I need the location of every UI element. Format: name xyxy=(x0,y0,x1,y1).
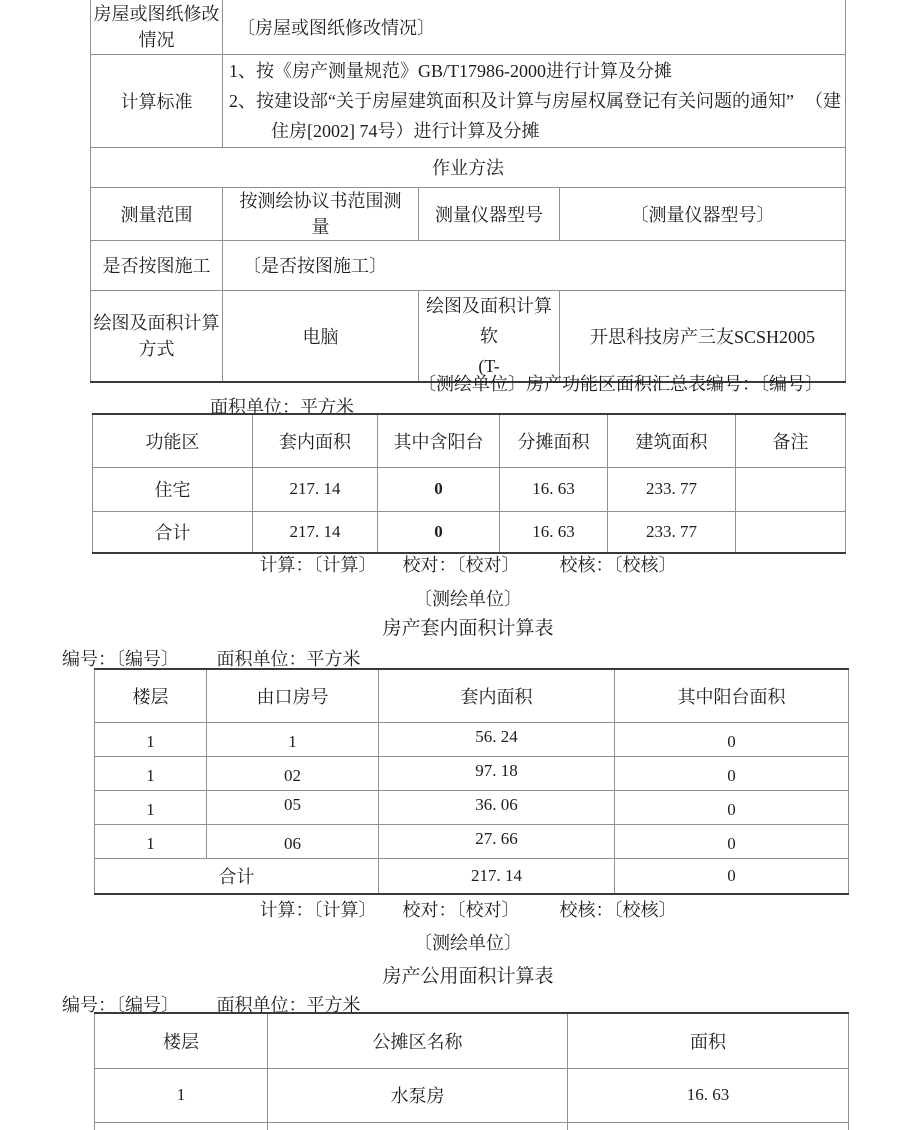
shared-area-cell: 16. 63 xyxy=(500,467,608,511)
summary-header-note: 备注 xyxy=(736,414,846,467)
summary-signoff-line xyxy=(90,551,846,577)
info-row-asbuilt xyxy=(91,240,846,290)
public-header-area: 面积 xyxy=(568,1013,849,1068)
standard-line-2 xyxy=(229,86,845,116)
summary-header-row xyxy=(93,414,846,467)
inner-signoff-line xyxy=(90,896,846,922)
summary-header-balcony: 其中含阳台 xyxy=(378,414,500,467)
calc-signoff: 计算：〔计算〕 xyxy=(259,900,377,920)
check-signoff: 校核：〔校核〕 xyxy=(559,900,677,920)
balcony-area-cell: 0 xyxy=(615,790,849,824)
proof-signoff: 校对：〔校对〕 xyxy=(402,555,520,575)
zone-cell: 住宅 xyxy=(93,467,253,511)
summary-header-zone: 功能区 xyxy=(93,414,253,467)
room-cell: 06 xyxy=(207,824,379,858)
total-area-cell: 233. 77 xyxy=(608,467,736,511)
inner-header-area: 套内面积 xyxy=(379,669,615,722)
summary-table xyxy=(92,413,846,554)
software-label-line2: (T- xyxy=(478,355,500,376)
check-signoff: 校核：〔校核〕 xyxy=(559,555,677,575)
total-area-cell: 233. 77 xyxy=(608,511,736,553)
zone-cell: 合计 xyxy=(93,511,253,553)
proof-signoff: 校对：〔校对〕 xyxy=(402,900,520,920)
inner-area-table xyxy=(94,668,849,895)
info-row-drawing xyxy=(91,290,846,382)
balcony-cell: 0 xyxy=(378,467,500,511)
floor-cell: 1 xyxy=(95,790,207,824)
area-cell: 27. 66 xyxy=(379,824,615,858)
standard-line-2-cont: （建 xyxy=(805,90,841,111)
shared-area-cell: 16. 63 xyxy=(500,511,608,553)
public-header-floor: 楼层 xyxy=(95,1013,268,1068)
standard-line-3: 住房[2002] 74号）进行计算及分摊 xyxy=(271,120,540,141)
public-survey-unit: 〔测绘单位〕 xyxy=(414,933,522,953)
inner-total-row xyxy=(95,858,849,894)
inner-survey-unit: 〔测绘单位〕 xyxy=(414,589,522,609)
floor-cell: 1 xyxy=(95,756,207,790)
area-cell: 97. 18 xyxy=(379,756,615,790)
inner-unit-note: 面积单位：平方米 xyxy=(216,649,361,669)
public-row-partial xyxy=(95,1122,849,1130)
floor-cell: 1 xyxy=(95,722,207,756)
info-row-modification xyxy=(91,0,846,54)
scope-label: 测量范围 xyxy=(91,187,223,240)
calc-signoff: 计算：〔计算〕 xyxy=(259,555,377,575)
inner-area-cell: 217. 14 xyxy=(253,467,378,511)
balcony-area-cell: 0 xyxy=(615,756,849,790)
summary-row-residence xyxy=(93,467,846,511)
inner-row xyxy=(95,756,849,790)
public-table-title: 房产公用面积计算表 xyxy=(382,966,554,987)
room-cell: 1 xyxy=(207,722,379,756)
software-label-line1: 绘图及面积计算软 xyxy=(426,295,552,346)
summary-header-total: 建筑面积 xyxy=(608,414,736,467)
floor-cell: 1 xyxy=(95,1068,268,1122)
summary-header-shared: 分摊面积 xyxy=(500,414,608,467)
floor-cell: 1 xyxy=(95,824,207,858)
inner-number-note: 编号：〔编号〕 xyxy=(62,649,179,669)
shared-zone-name-cell xyxy=(268,1122,568,1130)
inner-row xyxy=(95,722,849,756)
instrument-label: 测量仪器型号 xyxy=(419,187,560,240)
balcony-cell: 0 xyxy=(378,511,500,553)
room-cell: 05 xyxy=(207,790,379,824)
drawing-method-value: 电脑 xyxy=(223,290,419,382)
standard-value xyxy=(223,54,846,147)
asbuilt-value: 〔是否按图施工〕 xyxy=(223,240,846,290)
area-cell xyxy=(568,1122,849,1130)
info-table xyxy=(90,0,846,383)
standard-line-2-text: 2、按建设部“关于房屋建筑面积及计算与房屋权属登记有关问题的通知” xyxy=(229,90,794,111)
inner-row xyxy=(95,824,849,858)
info-row-standard xyxy=(91,54,846,147)
area-cell: 16. 63 xyxy=(568,1068,849,1122)
balcony-area-cell: 0 xyxy=(615,824,849,858)
inner-header-row xyxy=(95,669,849,722)
public-header-row xyxy=(95,1013,849,1068)
inner-row xyxy=(95,790,849,824)
note-cell xyxy=(736,511,846,553)
inner-header-floor: 楼层 xyxy=(95,669,207,722)
inner-total-area: 217. 14 xyxy=(379,858,615,894)
summary-table-caption: 〔测绘单位〕房产功能区面积汇总表编号：〔编号〕 xyxy=(418,374,823,394)
public-area-table xyxy=(94,1012,849,1130)
balcony-area-cell: 0 xyxy=(615,722,849,756)
area-cell: 36. 06 xyxy=(379,790,615,824)
inner-total-label: 合计 xyxy=(95,858,379,894)
inner-header-balcony: 其中阳台面积 xyxy=(615,669,849,722)
shared-zone-name-cell: 水泵房 xyxy=(268,1068,568,1122)
public-header-name: 公摊区名称 xyxy=(268,1013,568,1068)
inner-header-room: 由口房号 xyxy=(207,669,379,722)
inner-total-balcony: 0 xyxy=(615,858,849,894)
note-cell xyxy=(736,467,846,511)
asbuilt-label: 是否按图施工 xyxy=(91,240,223,290)
drawing-label: 绘图及面积计算方式 xyxy=(91,290,223,382)
method-section-title: 作业方法 xyxy=(91,147,846,187)
summary-header-inner: 套内面积 xyxy=(253,414,378,467)
scope-value: 按测绘协议书范围测量 xyxy=(223,187,419,240)
inner-table-title: 房产套内面积计算表 xyxy=(382,618,554,639)
public-unit-note: 面积单位：平方米 xyxy=(216,995,361,1015)
summary-row-total xyxy=(93,511,846,553)
info-row-scope xyxy=(91,187,846,240)
inner-area-cell: 217. 14 xyxy=(253,511,378,553)
room-cell: 02 xyxy=(207,756,379,790)
public-number-note: 编号：〔编号〕 xyxy=(62,995,179,1015)
area-cell: 56. 24 xyxy=(379,722,615,756)
floor-cell xyxy=(95,1122,268,1130)
standard-label: 计算标准 xyxy=(91,54,223,147)
standard-line-1: 1、按《房产测量规范》GB/T17986-2000进行计算及分摊 xyxy=(229,60,672,81)
software-label xyxy=(419,290,560,382)
software-value: 开思科技房产三友SCSH2005 xyxy=(560,290,846,382)
modification-value: 〔房屋或图纸修改情况〕 xyxy=(223,0,846,54)
instrument-value: 〔测量仪器型号〕 xyxy=(560,187,846,240)
info-row-method-header xyxy=(91,147,846,187)
summary-unit-note: 面积单位：平方米 xyxy=(210,397,354,417)
public-row xyxy=(95,1068,849,1122)
modification-label: 房屋或图纸修改情况 xyxy=(91,0,223,54)
